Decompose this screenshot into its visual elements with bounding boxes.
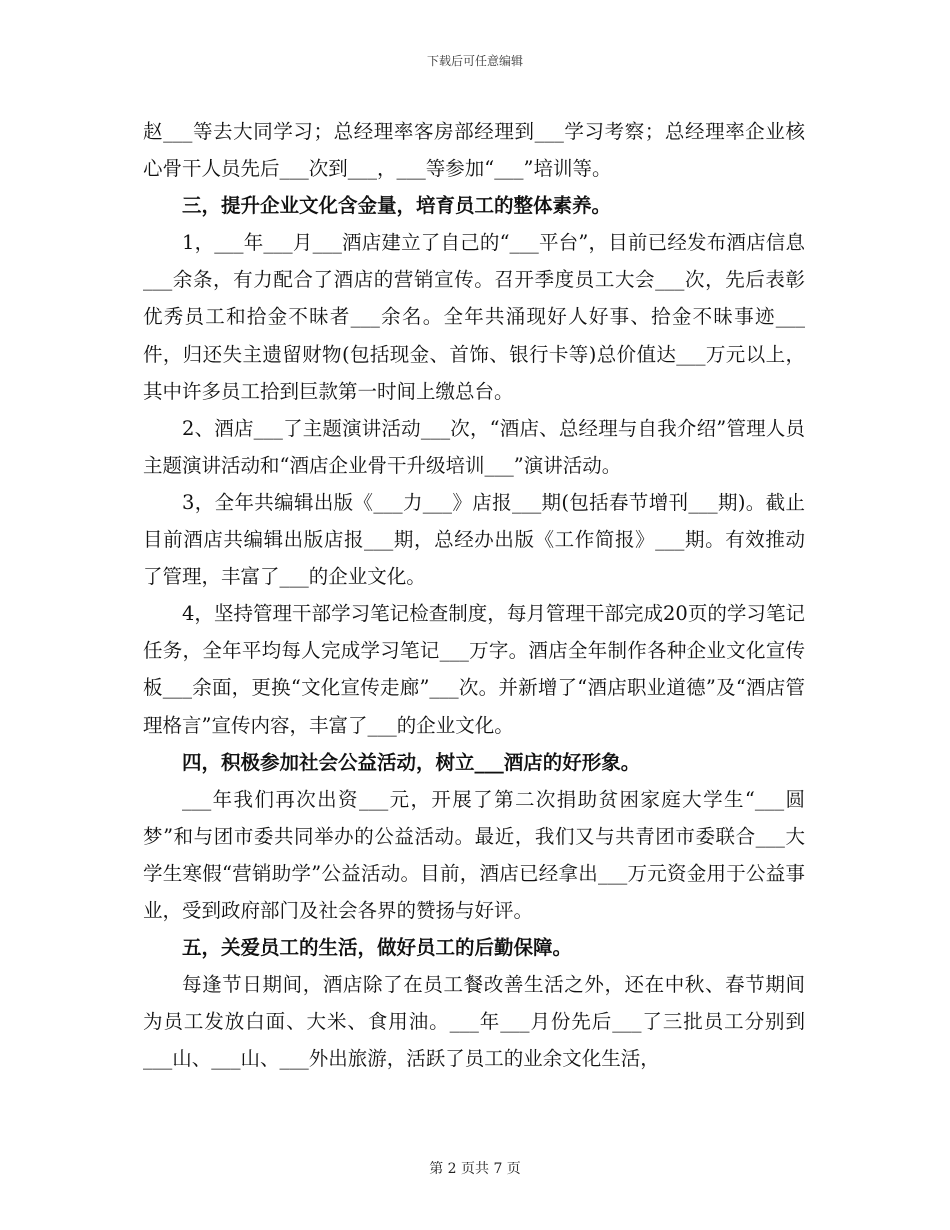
paragraph-continuation: 赵___等去大同学习；总经理率客房部经理到___学习考察；总经理率企业核心骨干人员先后___次到___，___等参加“___”培训等。 (143, 120, 805, 181)
section-heading-4: 四，积极参加社会公益活动，树立___酒店的好形象。 (182, 750, 641, 774)
paragraph-item-1: 1，___年___月___酒店建立了自己的“___平台”，目前已经发布酒店信息___余条，有力配合了酒店的营销宣传。召开季度员工大会___次，先后表彰优秀员工和拾金不昧者___余名。全年共涌现好人好事、拾金不昧事迹___件，归还失主遗留财物(包括现金、首饰、银行卡等)总价值达___万元以上，其中许多员工拾到巨款第一时间上缴总台。 (143, 231, 805, 403)
paragraph-public-welfare: ___年我们再次出资___元，开展了第二次捐助贫困家庭大学生“___圆梦”和与团市委共同举办的公益活动。最近，我们又与共青团市委联合___大学生寒假“营销助学”公益活动。目前，酒店已经拿出___万元资金用于公益事业，受到政府部门及社会各界的赞扬与好评。 (143, 787, 805, 922)
paragraph-item-3: 3，全年共编辑出版《___力___》店报___期(包括春节增刊___期)。截止目前酒店共编辑出版店报___期，总经办出版《工作简报》___期。有效推动了管理，丰富了___的企业文化。 (143, 490, 805, 589)
paragraph-item-4: 4，坚持管理干部学习笔记检查制度，每月管理干部完成20页的学习笔记任务，全年平均每人完成学习笔记___万字。酒店全年制作各种企业文化宣传板___余面，更换“文化宣传走廊”___次。并新增了“酒店职业道德”及“酒店管理格言”宣传内容，丰富了___的企业文化。 (143, 602, 805, 737)
paragraph-item-2: 2、酒店___了主题演讲活动___次，“酒店、总经理与自我介绍”管理人员主题演讲活动和“酒店企业骨干升级培训___”演讲活动。 (143, 416, 805, 477)
page-footer: 第 2 页共 7 页 (429, 1161, 521, 1177)
paragraph-employee-care: 每逢节日期间，酒店除了在员工餐改善生活之外，还在中秋、春节期间为员工发放白面、大米、食用油。___年___月份先后___了三批员工分别到___山、___山、___外出旅游，活跃了员工的业余文化生活， (143, 973, 805, 1071)
page-header: 下载后可任意编辑 (426, 54, 523, 68)
section-heading-3: 三，提升企业文化含金量，培育员工的整体素养。 (182, 194, 612, 218)
section-heading-5: 五，关爱员工的生活，做好员工的后勤保障。 (182, 936, 573, 960)
document-body (143, 113, 805, 1077)
